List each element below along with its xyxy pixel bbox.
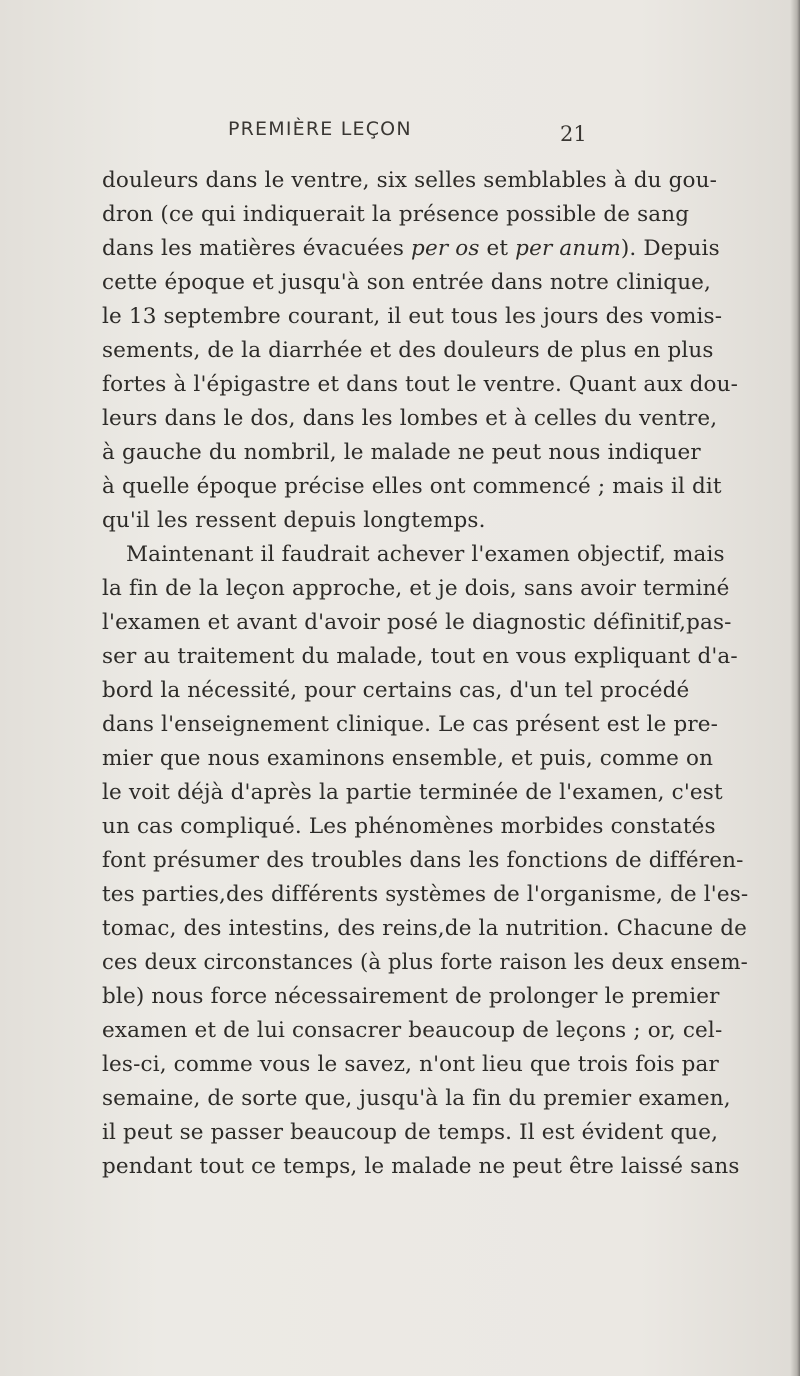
page-edge-shadow: [790, 0, 800, 1376]
text-line: mier que nous examinons ensemble, et puis, comme on: [102, 746, 714, 771]
text-line: il peut se passer beaucoup de temps. Il est évident que,: [102, 1120, 719, 1145]
text-line: [102, 234, 720, 264]
text-line: ser au traitement du malade, tout en vous expliquant d'a-: [102, 644, 738, 669]
latin-term: per anum: [515, 236, 621, 261]
text-line: fortes à l'épigastre et dans tout le ventre. Quant aux dou-: [102, 372, 739, 397]
text-line: à quelle époque précise elles ont commencé ; mais il dit: [102, 474, 722, 499]
text-line: le voit déjà d'après la partie terminée de l'examen, c'est: [102, 780, 723, 805]
text-line: la fin de la leçon approche, et je dois, sans avoir terminé: [102, 576, 730, 601]
latin-term: per os: [411, 236, 480, 261]
text-line: tomac, des intestins, des reins,de la nutrition. Chacune de: [102, 916, 748, 941]
text-line: les-ci, comme vous le savez, n'ont lieu que trois fois par: [102, 1052, 719, 1077]
text-line: sements, de la diarrhée et des douleurs de plus en plus: [102, 338, 714, 363]
text-line: qu'il les ressent depuis longtemps.: [102, 508, 486, 533]
text-line: pendant tout ce temps, le malade ne peut être laissé sans: [102, 1154, 740, 1179]
text-line: tes parties,des différents systèmes de l'organisme, de l'es-: [102, 882, 749, 907]
text-line: à gauche du nombril, le malade ne peut nous indiquer: [102, 440, 701, 465]
text-span: et: [479, 236, 516, 261]
text-line: examen et de lui consacrer beaucoup de leçons ; or, cel-: [102, 1018, 723, 1043]
text-line: dans l'enseignement clinique. Le cas présent est le pre-: [102, 712, 719, 737]
text-line: semaine, de sorte que, jusqu'à la fin du premier examen,: [102, 1086, 731, 1111]
text-line: le 13 septembre courant, il eut tous les jours des vomis-: [102, 304, 723, 329]
text-span: dans les matières évacuées: [102, 236, 412, 261]
text-line: ble) nous force nécessairement de prolonger le premier: [102, 984, 720, 1009]
text-line: l'examen et avant d'avoir posé le diagnostic définitif,pas-: [102, 610, 732, 635]
text-line: bord la nécessité, pour certains cas, d'un tel procédé: [102, 678, 690, 703]
text-line: un cas compliqué. Les phénomènes morbides constatés: [102, 814, 716, 839]
running-title: PREMIÈRE LEÇON: [228, 118, 412, 140]
text-line: dron (ce qui indiquerait la présence possible de sang: [102, 202, 690, 227]
text-line: ces deux circonstances (à plus forte raison les deux ensem-: [102, 950, 748, 975]
text-line: douleurs dans le ventre, six selles semblables à du gou-: [102, 168, 718, 193]
text-line: font présumer des troubles dans les fonctions de différen-: [102, 848, 744, 873]
text-line: leurs dans le dos, dans les lombes et à celles du ventre,: [102, 406, 718, 431]
text-line: cette époque et jusqu'à son entrée dans notre clinique,: [102, 270, 712, 295]
page-header: [0, 118, 800, 148]
text-span: ). Depuis: [620, 236, 720, 261]
text-line: Maintenant il faudrait achever l'examen objectif, mais: [126, 542, 725, 567]
page-number: 21: [560, 122, 587, 146]
